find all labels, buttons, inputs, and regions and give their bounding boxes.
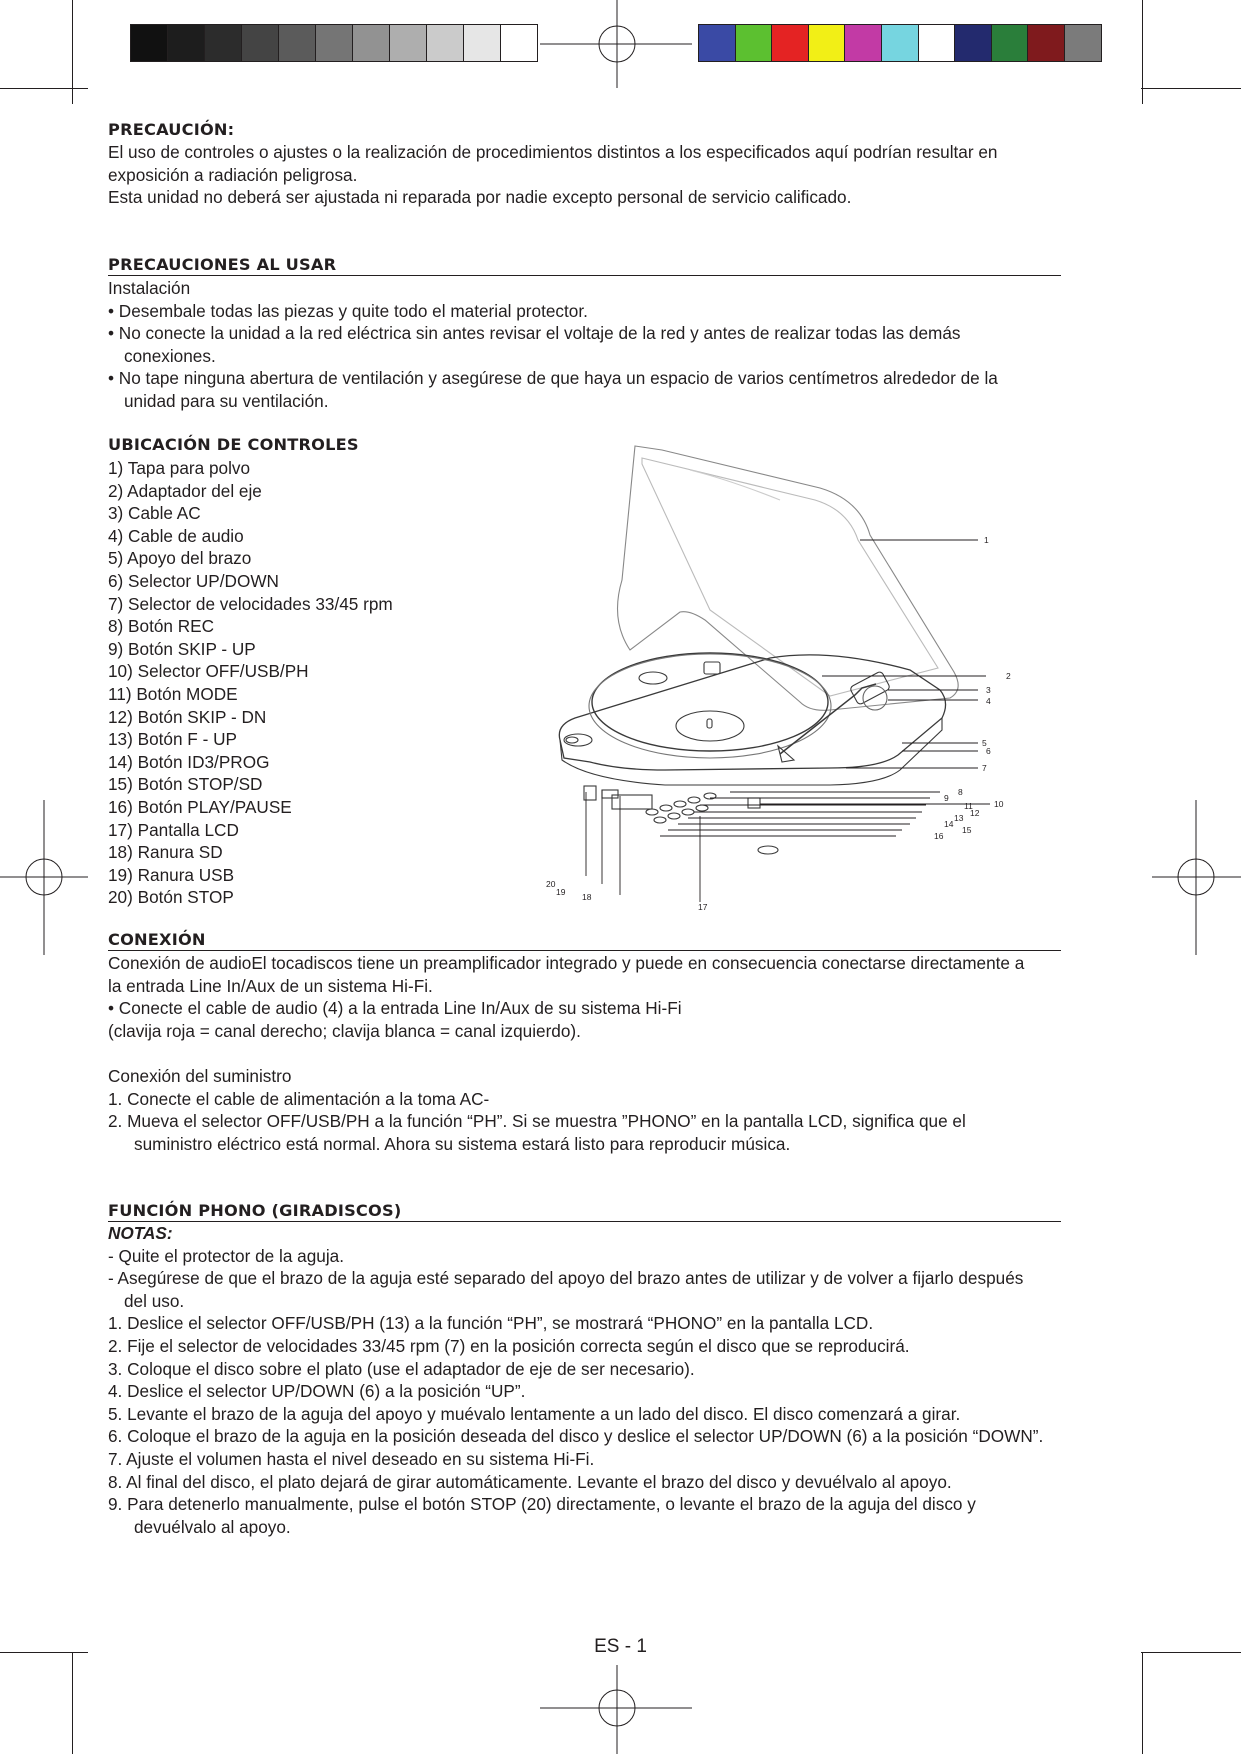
phono-title: FUNCIÓN PHONO (GIRADISCOS) [108, 1201, 402, 1220]
callout-number: 7 [982, 763, 987, 773]
phono-step: 5. Levante el brazo de la aguja del apoyo y muévalo lentamente a un lado del disco. El disco comenzará a girar. [108, 1403, 961, 1424]
calibration-swatch [426, 24, 464, 62]
phono-step: 6. Coloque el brazo de la aguja en la posición deseada del disco y deslice el selector UP/DOWN (6) a la posición “DOWN”. [108, 1426, 1044, 1447]
bullet-line: • No conecte la unidad a la red eléctrica sin antes revisar el voltaje de la red y antes de realizar todas las demás [108, 323, 961, 344]
callout-number: 16 [934, 831, 944, 841]
text-line: Conexión de audioEl tocadiscos tiene un preamplificador integrado y puede en consecuencia conectarse directamente a [108, 953, 1025, 973]
phono-step: 2. Fije el selector de velocidades 33/45 rpm (7) en la posición correcta según el disco que se reproducirá. [108, 1335, 910, 1356]
bullet-line: • No tape ninguna abertura de ventilación y asegúrese de que haya un espacio de varios centímetros alrededor de la [108, 368, 998, 389]
text-line: la entrada Line In/Aux de un sistema Hi-Fi. [108, 975, 433, 996]
calibration-swatch [389, 24, 427, 62]
callout-number: 6 [986, 746, 991, 756]
control-item: 19) Ranura USB [108, 864, 235, 885]
phono-step: 8. Al final del disco, el plato dejará de girar automáticamente. Levante el brazo del disco y devuélvalo al apoyo. [108, 1471, 952, 1492]
section-rule [108, 950, 1061, 951]
callout-number: 10 [994, 799, 1004, 809]
control-item: 12) Botón SKIP - DN [108, 706, 267, 727]
control-item: 20) Botón STOP [108, 887, 234, 908]
control-item: 3) Cable AC [108, 503, 201, 524]
supply-step: 2. Mueva el selector OFF/USB/PH a la función “PH”. Si se muestra ”PHONO” en la pantalla LCD, significa que el [108, 1111, 966, 1132]
calibration-swatch [808, 24, 846, 62]
conexion-body [108, 952, 1024, 1155]
text-line: exposición a radiación peligrosa. [108, 164, 358, 185]
callout-number: 15 [962, 825, 972, 835]
callout-labels [546, 535, 1011, 912]
phono-step: 1. Deslice el selector OFF/USB/PH (13) a la función “PH”, se mostrará “PHONO” en la pantalla LCD. [108, 1313, 874, 1334]
calibration-swatch [167, 24, 205, 62]
callout-number: 17 [698, 902, 708, 912]
callout-number: 1 [984, 535, 989, 545]
calibration-swatch [844, 24, 882, 62]
calibration-swatch [698, 24, 736, 62]
control-item: 4) Cable de audio [108, 525, 244, 546]
controls-list [108, 457, 393, 909]
callout-number: 2 [1006, 671, 1011, 681]
spacer [108, 1042, 1024, 1065]
calibration-swatch [1064, 24, 1102, 62]
callout-number: 20 [546, 879, 556, 889]
callout-number: 12 [970, 808, 980, 818]
record-label [676, 711, 744, 741]
callout-number: 5 [982, 738, 987, 748]
control-item: 15) Botón STOP/SD [108, 774, 263, 795]
text-line: Esta unidad no deberá ser ajustada ni reparada por nadie excepto personal de servicio calificado. [108, 187, 852, 208]
control-item: 16) Botón PLAY/PAUSE [108, 796, 292, 817]
calibration-swatch [315, 24, 353, 62]
phono-step: 4. Deslice el selector UP/DOWN (6) a la posición “UP”. [108, 1381, 526, 1402]
section-rule [108, 275, 1061, 276]
callout-number: 4 [986, 696, 991, 706]
page-number: ES - 1 [594, 1636, 647, 1657]
callout-number: 11 [964, 801, 973, 811]
phono-step: 7. Ajuste el volumen hasta el nivel deseado en su sistema Hi-Fi. [108, 1448, 595, 1469]
calibration-swatch [500, 24, 538, 62]
precauciones-uso-subtitle: Instalación [108, 278, 191, 298]
precauciones-uso-body [108, 277, 998, 413]
calibration-swatch [130, 24, 168, 62]
precaucion-body [108, 141, 998, 209]
precauciones-uso-title: PRECAUCIONES AL USAR [108, 255, 337, 274]
dust-cover [618, 446, 959, 710]
phono-step: 3. Coloque el disco sobre el plato (use el adaptador de eje de ser necesario). [108, 1358, 695, 1379]
control-item: 11) Botón MODE [108, 683, 238, 704]
supply-step: suministro eléctrico está normal. Ahora su sistema estará listo para reproducir música. [134, 1133, 791, 1154]
supply-step: 1. Conecte el cable de alimentación a la toma AC- [108, 1088, 490, 1109]
text-line: • Conecte el cable de audio (4) a la entrada Line In/Aux de su sistema Hi-Fi [108, 998, 682, 1019]
note-line: - Quite el protector de la aguja. [108, 1245, 344, 1266]
calibration-swatch [954, 24, 992, 62]
control-item: 18) Ranura SD [108, 842, 223, 863]
turntable-diagram [530, 440, 1020, 920]
note-line: - Asegúrese de que el brazo de la aguja esté separado del apoyo del brazo antes de utilizar y de volver a fijarlo después [108, 1268, 1024, 1289]
control-item: 2) Adaptador del eje [108, 480, 262, 501]
precaucion-title: PRECAUCIÓN: [108, 120, 235, 139]
calibration-swatch [771, 24, 809, 62]
calibration-swatch [204, 24, 242, 62]
calibration-swatch [735, 24, 773, 62]
calibration-swatch [1027, 24, 1065, 62]
calibration-swatch [918, 24, 956, 62]
bullet-line: • Desembale todas las piezas y quite todo el material protector. [108, 300, 588, 321]
control-item: 9) Botón SKIP - UP [108, 638, 256, 659]
text-line: (clavija roja = canal derecho; clavija blanca = canal izquierdo). [108, 1020, 581, 1041]
callout-number: 3 [986, 685, 991, 695]
control-item: 1) Tapa para polvo [108, 458, 251, 478]
control-item: 14) Botón ID3/PROG [108, 751, 270, 772]
supply-title: Conexión del suministro [108, 1065, 292, 1086]
text-line: El uso de controles o ajustes o la realización de procedimientos distintos a los especificados aquí podrían resultar en [108, 142, 998, 162]
note-line: del uso. [124, 1290, 185, 1311]
calibration-swatch [463, 24, 501, 62]
callout-number: 18 [582, 892, 592, 902]
callout-number: 8 [958, 787, 963, 797]
callout-number: 14 [944, 819, 954, 829]
calibration-swatch [352, 24, 390, 62]
callout-number: 13 [954, 813, 964, 823]
ubicacion-title: UBICACIÓN DE CONTROLES [108, 435, 359, 454]
callout-number: 19 [556, 887, 566, 897]
notes-label: NOTAS: [108, 1223, 173, 1243]
control-item: 13) Botón F - UP [108, 729, 237, 750]
calibration-swatch [881, 24, 919, 62]
control-item: 7) Selector de velocidades 33/45 rpm [108, 593, 393, 614]
control-item: 5) Apoyo del brazo [108, 548, 252, 569]
callout-number: 9 [944, 793, 949, 803]
calibration-swatch [991, 24, 1029, 62]
phono-body [108, 1222, 1043, 1538]
bullet-line: conexiones. [124, 345, 216, 366]
calibration-swatch [241, 24, 279, 62]
control-item: 17) Pantalla LCD [108, 819, 239, 840]
control-item: 8) Botón REC [108, 616, 215, 637]
conexion-title: CONEXIÓN [108, 930, 206, 949]
phono-step: devuélvalo al apoyo. [134, 1516, 291, 1537]
phono-step: 9. Para detenerlo manualmente, pulse el botón STOP (20) directamente, o levante el brazo de la aguja del disco y [108, 1494, 976, 1515]
bullet-line: unidad para su ventilación. [124, 390, 329, 411]
control-item: 10) Selector OFF/USB/PH [108, 661, 309, 682]
control-item: 6) Selector UP/DOWN [108, 570, 279, 591]
calibration-swatch [278, 24, 316, 62]
